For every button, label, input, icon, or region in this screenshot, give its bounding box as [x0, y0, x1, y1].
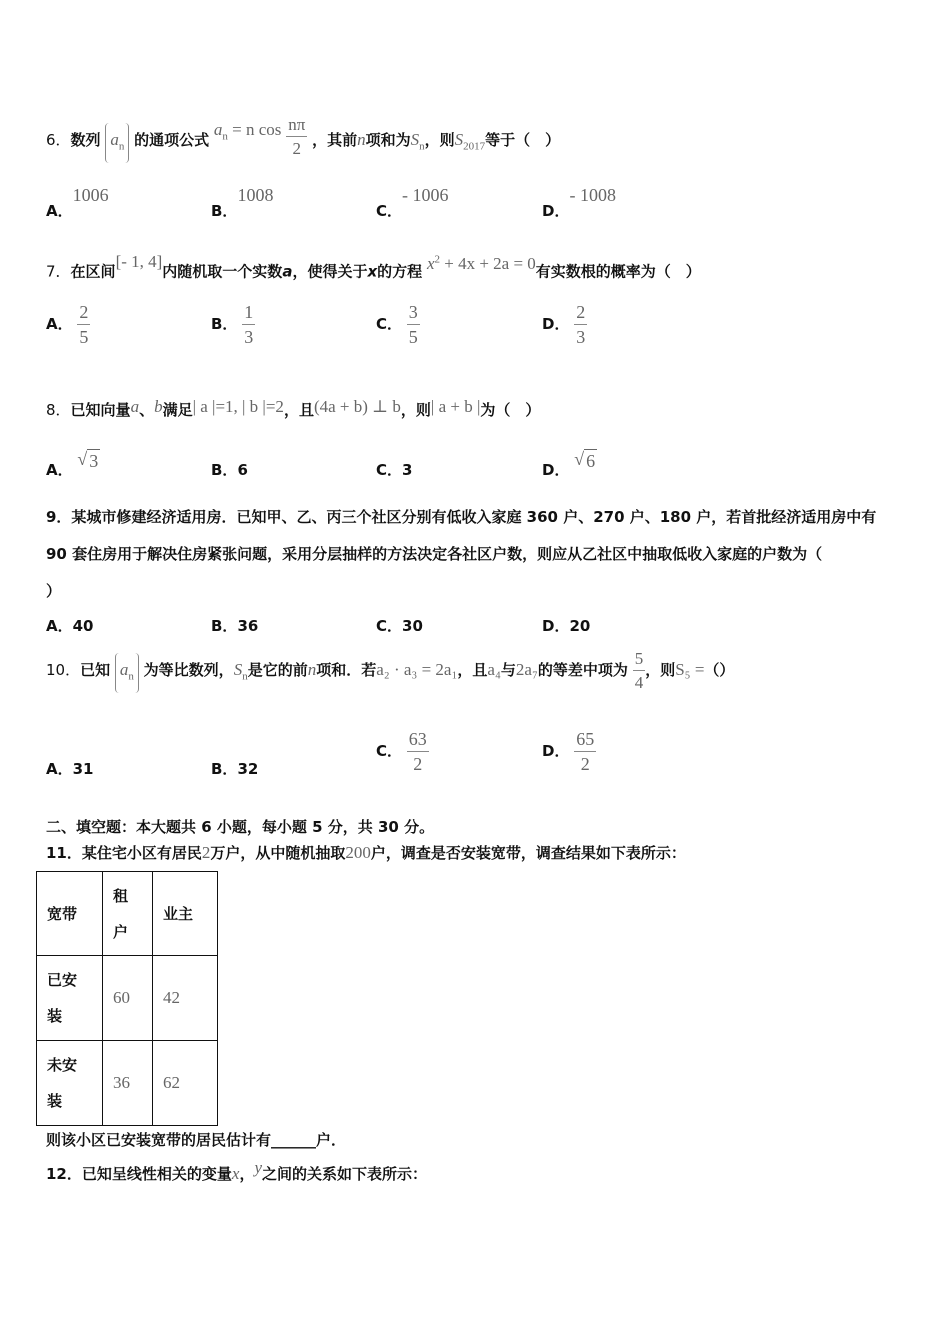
q8-option-d[interactable]: D． √ 6 [542, 449, 596, 479]
q6-option-a[interactable]: A．1006 [46, 185, 109, 220]
q7-interval: [- 1, 4] [115, 251, 163, 271]
broadband-table [36, 871, 218, 1126]
table-row [37, 872, 218, 956]
q10-option-b[interactable]: B．32 [211, 760, 259, 778]
q6-option-b[interactable]: B．1008 [211, 185, 274, 220]
q7-option-c[interactable]: C． $\frac{3}{5}$ [376, 302, 418, 347]
table-cell: 36 [103, 1041, 153, 1126]
q7-equation: $x^2 + 4x + 2a = 0$ [426, 253, 536, 273]
q6-sequence: $a_n$ [105, 123, 129, 163]
table-row-label-installed: 已安 装 [37, 956, 103, 1041]
table-header-tenant: 租 户 [103, 872, 153, 956]
q10-option-a[interactable]: A．31 [46, 760, 94, 778]
q6-option-c[interactable]: C．- 1006 [376, 185, 449, 220]
q6-number: 6． [46, 131, 71, 149]
q10-option-d[interactable]: D． $\frac{65}{2}$ [542, 729, 595, 774]
q9-line-2: 90 套住房用于解决住房紧张问题，采用分层抽样的方法决定各社区户数，则应从乙社区中抽取低收入家庭的户数为（ [46, 545, 823, 563]
q6-fraction: $\frac{n\pi}{2}$ [288, 115, 306, 158]
question-12: 12．已知呈线性相关的变量x，y之间的关系如下表所示： [46, 1158, 428, 1183]
q9-line-3: ） [46, 582, 62, 600]
q10-product: a₂ · a₃ = 2a₁ [376, 660, 458, 679]
q10-option-c[interactable]: C． $\frac{63}{2}$ [376, 729, 427, 774]
question-6: 6．数列 $a_n$ 的通项公式 $a_n = n$ cos $\frac{n\pi}{2}$ ，其前n项和为$S_n$，则$S_{2017}$等于（ ） [46, 120, 560, 163]
table-cell: 60 [103, 956, 153, 1041]
question-8: 8．已知向量a、b满足| a |=1, | b |=2，且(4a + b) ⊥ b，则| a + b |为（ ） [46, 397, 541, 419]
q7-option-d[interactable]: D． $\frac{2}{3}$ [542, 302, 586, 347]
q9-line-1: 9．某城市修建经济适用房．已知甲、乙、丙三个社区分别有低收入家庭 360 户、270 户、180 户，若首批经济适用房中有 [46, 508, 877, 526]
table-row [37, 1041, 218, 1126]
q8-condition: | a |=1, | b |=2 [192, 397, 284, 416]
q9-option-d[interactable]: D．20 [542, 617, 591, 635]
question-11: 11．某住宅小区有居民2万户，从中随机抽取200户，调查是否安装宽带，调查结果如下表所示： [46, 843, 686, 862]
q11-answer-blank[interactable]: ______ [271, 1131, 317, 1149]
q11-answer-line: 则该小区已安装宽带的居民估计有______户． [46, 1131, 347, 1149]
section-2-title: 二、填空题：本大题共 6 小题，每小题 5 分，共 30 分。 [46, 818, 435, 836]
q6-option-d[interactable]: D．- 1008 [542, 185, 616, 220]
q9-option-b[interactable]: B．36 [211, 617, 259, 635]
q8-perpendicular: (4a + b) ⊥ b [313, 397, 401, 416]
table-cell: 62 [153, 1041, 218, 1126]
question-10: 10．已知 $a_n$ 为等比数列，$S_n$是它的前n项和．若a₂ · a₃ = 2a₁，且a₄与2a₇的等差中项为 $\frac{5}{4}$ ，则S₅ =（） [46, 649, 735, 692]
table-row-label-not-installed: 未安 装 [37, 1041, 103, 1126]
table-header-broadband: 宽带 [37, 872, 103, 956]
q10-fraction: $\frac{5}{4}$ [634, 649, 644, 692]
q8-option-b[interactable]: B．6 [211, 461, 248, 479]
table-row [37, 956, 218, 1041]
q8-norm: | a + b | [430, 397, 481, 416]
q8-option-c[interactable]: C．3 [376, 461, 413, 479]
table-cell: 42 [153, 956, 218, 1041]
q8-option-a[interactable]: A． √ 3 [46, 449, 99, 479]
q7-option-a[interactable]: A． $\frac{2}{5}$ [46, 302, 89, 347]
question-7: 7．在区间[- 1, 4]内随机取一个实数a，使得关于x的方程 $x^2 + 4x + 2a = 0$有实数根的概率为（ ） [46, 251, 701, 281]
q9-option-a[interactable]: A．40 [46, 617, 94, 635]
q6-formula: $a_n = n$ cos [213, 120, 282, 143]
table-header-owner: 业主 [153, 872, 218, 956]
q7-option-b[interactable]: B． $\frac{1}{3}$ [211, 302, 254, 347]
q9-option-c[interactable]: C．30 [376, 617, 423, 635]
